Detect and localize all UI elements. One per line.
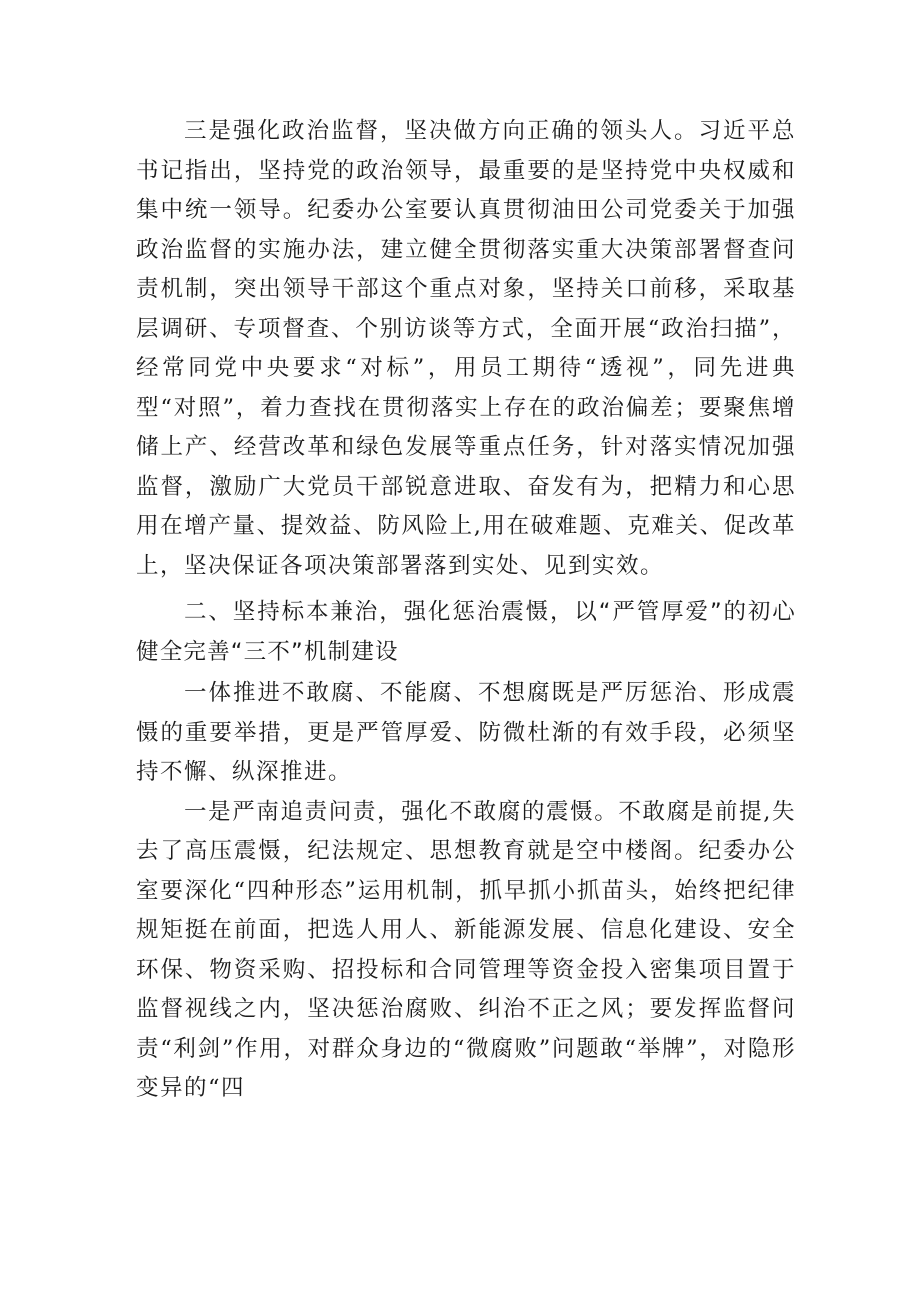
- paragraph-accountability: 一是严南追责问责，强化不敢腐的震慑。不敢腐是前提,失去了高压震慑，纪法规定、思想教育就是空中楼阁。纪委办公室要深化“四种形态”运用机制，抓早抓小抓苗头，始终把纪律规矩挺在前面，把选人用人、新能源发展、信息化建设、安全环保、物资采购、招投标和合同管理等资金投入密集项目置于监督视线之内，坚决惩治腐败、纠治不正之风；要发挥监督问责“利剑”作用，对群众身边的“微腐败”问题敢“举牌”，对隐形变异的“四: [136, 798, 796, 1101]
- section-heading: 二、坚持标本兼治，强化惩治震慑，以“严管厚爱”的初心健全完善“三不”机制建设: [136, 599, 796, 665]
- document-body: [136, 112, 796, 1109]
- paragraph-intro: 一体推进不敢腐、不能腐、不想腐既是严厉惩治、形成震慑的重要举措，更是严管厚爱、防微杜渐的有效手段，必须坚持不懈、纵深推进。: [136, 680, 796, 785]
- paragraph-political-supervision: 三是强化政治监督，坚决做方向正确的领头人。习近平总书记指出，坚持党的政治领导，最重要的是坚持党中央权威和集中统一领导。纪委办公室要认真贯彻油田公司党委关于加强政治监督的实施办法，建立健全贯彻落实重大决策部署督查问责机制，突出领导干部这个重点对象，坚持关口前移，采取基层调研、专项督查、个别访谈等方式，全面开展“政治扫描”，经常同党中央要求“对标”，用员工期待“透视”，同先进典型“对照”，着力查找在贯彻落实上存在的政治偏差；要聚焦增储上产、经营改革和绿色发展等重点任务，针对落实情况加强监督，激励广大党员干部锐意进取、奋发有为，把精力和心思用在增产量、提效益、防风险上,用在破难题、克难关、促改革上，坚决保证各项决策部署落到实处、见到实效。: [136, 118, 796, 579]
